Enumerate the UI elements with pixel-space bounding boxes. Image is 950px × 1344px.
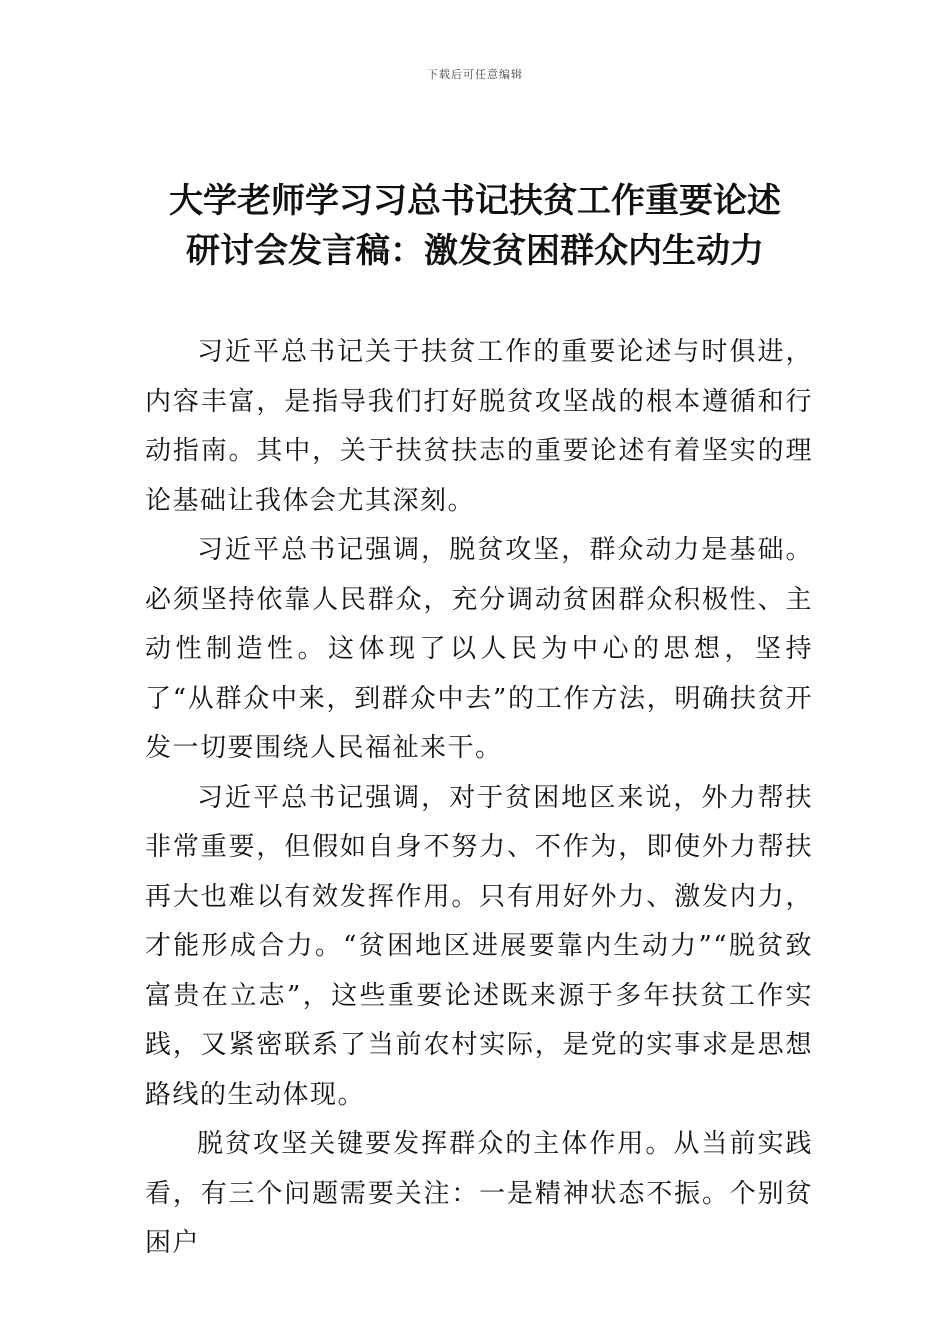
header-note: 下载后可任意编辑 — [427, 68, 523, 81]
paragraph-2: 习近平总书记强调，脱贫攻坚，群众动力是基础。必须坚持依靠人民群众，充分调动贫困群众积极性、主动性制造性。这体现了以人民为中心的思想，坚持了“从群众中来，到群众中去”的工作方法，明确扶贫开发一切要围绕人民福祉来干。 — [145, 535, 813, 763]
document-title — [100, 176, 850, 276]
document-body — [145, 328, 813, 1269]
paragraph-1: 习近平总书记关于扶贫工作的重要论述与时俱进，内容丰富，是指导我们打好脱贫攻坚战的根本遵循和行动指南。其中，关于扶贫扶志的重要论述有着坚实的理论基础让我体会尤其深刻。 — [145, 337, 813, 516]
title-line-1: 大学老师学习习总书记扶贫工作重要论述 — [169, 181, 781, 221]
title-line-2: 研讨会发言稿：激发贫困群众内生动力 — [186, 231, 764, 271]
paragraph-4: 脱贫攻坚关键要发挥群众的主体作用。从当前实践看，有三个问题需要关注：一是精神状态不振。个别贫困户 — [145, 1129, 813, 1258]
paragraph-3: 习近平总书记强调，对于贫困地区来说，外力帮扶非常重要，但假如自身不努力、不作为，即使外力帮扶再大也难以有效发挥作用。只有用好外力、激发内力，才能形成合力。“贫困地区进展要靠内生动力”“脱贫致富贵在立志”，这些重要论述既来源于多年扶贫工作实践，又紧密联系了当前农村实际，是党的实事求是思想路线的生动体现。 — [145, 782, 813, 1110]
